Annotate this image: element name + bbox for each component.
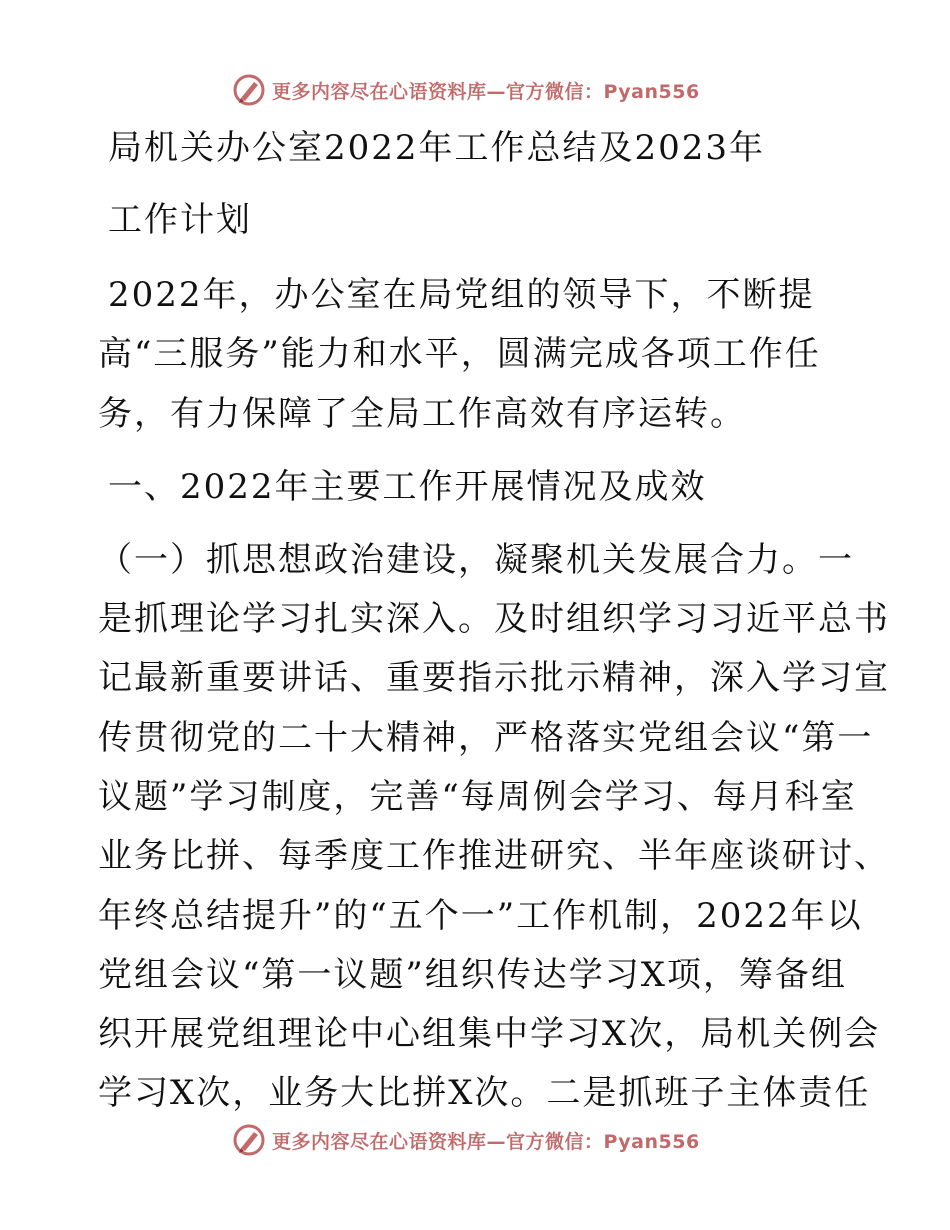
banner-text: 更多内容尽在心语资料库—官方微信：Pyan556 — [272, 1130, 700, 1153]
body-line-8: 党组会议“第一议题”组织传达学习X项，筹备组 — [98, 955, 847, 995]
body-line-10: 学习X次，业务大比拼X次。二是抓班子主体责任 — [98, 1073, 871, 1113]
intro-line-1: 2022年，办公室在局党组的领导下，不断提 — [108, 275, 815, 315]
body-line-3: 记最新重要讲话、重要指示批示精神，深入学习宣 — [98, 658, 890, 698]
body-line-2: 是抓理论学习扎实深入。及时组织学习习近平总书 — [98, 599, 890, 639]
body-line-6: 业务比拼、每季度工作推进研究、半年座谈研讨、 — [98, 836, 890, 876]
intro-line-2: 高“三服务”能力和水平，圆满完成各项工作任 — [98, 334, 821, 374]
section-heading: 一、2022年主要工作开展情况及成效 — [108, 467, 707, 507]
pen-logo-icon — [232, 73, 266, 107]
banner-text: 更多内容尽在心语资料库—官方微信：Pyan556 — [272, 80, 700, 103]
intro-line-3: 务，有力保障了全局工作高效有序运转。 — [98, 394, 746, 434]
body-line-7: 年终总结提升”的“五个一”工作机制，2022年以 — [98, 896, 863, 936]
pen-logo-icon — [232, 1123, 266, 1157]
body-line-9: 织开展党组理论中心组集中学习X次，局机关例会 — [98, 1014, 881, 1054]
document-title-line-2: 工作计划 — [108, 200, 252, 240]
document-title-line-1: 局机关办公室2022年工作总结及2023年 — [108, 128, 766, 168]
header-watermark-banner — [232, 70, 752, 110]
body-line-5: 议题”学习制度，完善“每周例会学习、每月科室 — [98, 777, 857, 817]
body-line-1: （一）抓思想政治建设，凝聚机关发展合力。一 — [98, 540, 854, 580]
footer-watermark-banner — [232, 1120, 752, 1160]
body-line-4: 传贯彻党的二十大精神，严格落实党组会议“第一 — [98, 718, 874, 758]
